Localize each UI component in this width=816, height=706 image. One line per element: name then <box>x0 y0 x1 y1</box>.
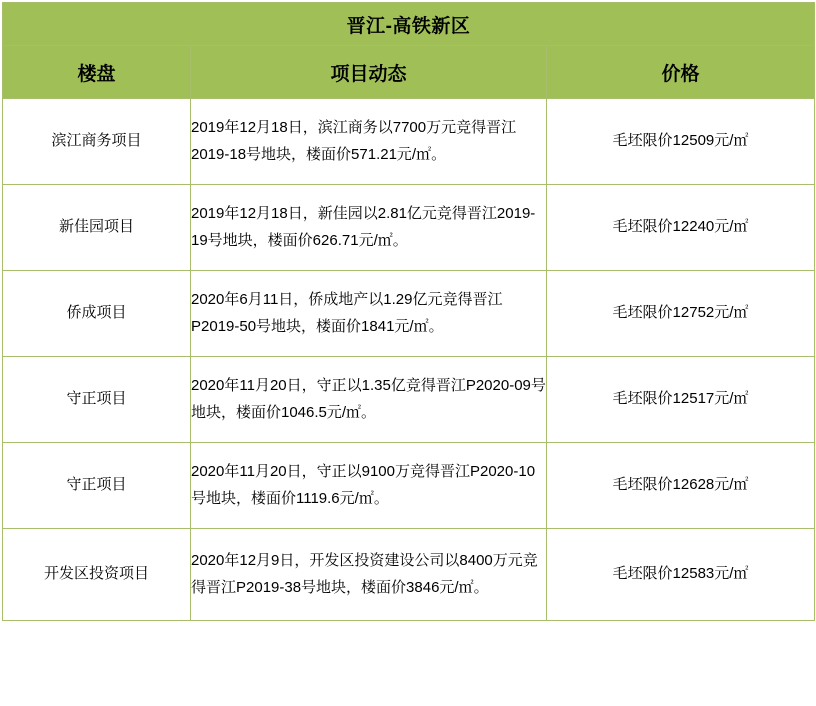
cell-project-price: 毛坯限价12517元/㎡ <box>547 357 815 443</box>
table-row <box>3 99 815 185</box>
table-container <box>0 2 816 621</box>
cell-project-dynamics: 2019年12月18日，滨江商务以7700万元竞得晋江2019-18号地块，楼面价571.21元/㎡。 <box>191 99 547 185</box>
cell-project-price: 毛坯限价12509元/㎡ <box>547 99 815 185</box>
cell-project-name: 滨江商务项目 <box>3 99 191 185</box>
cell-project-price: 毛坯限价12240元/㎡ <box>547 185 815 271</box>
column-header-dynamics: 项目动态 <box>191 46 547 99</box>
cell-project-dynamics: 2020年6月11日，侨成地产以1.29亿元竞得晋江P2019-50号地块，楼面价1841元/㎡。 <box>191 271 547 357</box>
column-header-price: 价格 <box>547 46 815 99</box>
column-header-name: 楼盘 <box>3 46 191 99</box>
cell-project-name: 守正项目 <box>3 357 191 443</box>
cell-project-name: 开发区投资项目 <box>3 529 191 621</box>
cell-project-price: 毛坯限价12583元/㎡ <box>547 529 815 621</box>
cell-project-name: 新佳园项目 <box>3 185 191 271</box>
cell-project-price: 毛坯限价12752元/㎡ <box>547 271 815 357</box>
table-row <box>3 443 815 529</box>
cell-project-name: 侨成项目 <box>3 271 191 357</box>
table-row <box>3 529 815 621</box>
table-row <box>3 271 815 357</box>
table-row <box>3 357 815 443</box>
table-header-row <box>3 46 815 99</box>
cell-project-name: 守正项目 <box>3 443 191 529</box>
cell-project-price: 毛坯限价12628元/㎡ <box>547 443 815 529</box>
page-title: 晋江-高铁新区 <box>3 3 815 46</box>
table-row <box>3 185 815 271</box>
cell-project-dynamics: 2020年11月20日，守正以9100万竞得晋江P2020-10号地块，楼面价1119.6元/㎡。 <box>191 443 547 529</box>
cell-project-dynamics: 2020年12月9日，开发区投资建设公司以8400万元竞得晋江P2019-38号地块，楼面价3846元/㎡。 <box>191 529 547 621</box>
table-title-row <box>3 3 815 46</box>
project-dynamics-table <box>2 2 815 621</box>
cell-project-dynamics: 2019年12月18日，新佳园以2.81亿元竞得晋江2019-19号地块，楼面价626.71元/㎡。 <box>191 185 547 271</box>
cell-project-dynamics: 2020年11月20日，守正以1.35亿竞得晋江P2020-09号地块，楼面价1046.5元/㎡。 <box>191 357 547 443</box>
